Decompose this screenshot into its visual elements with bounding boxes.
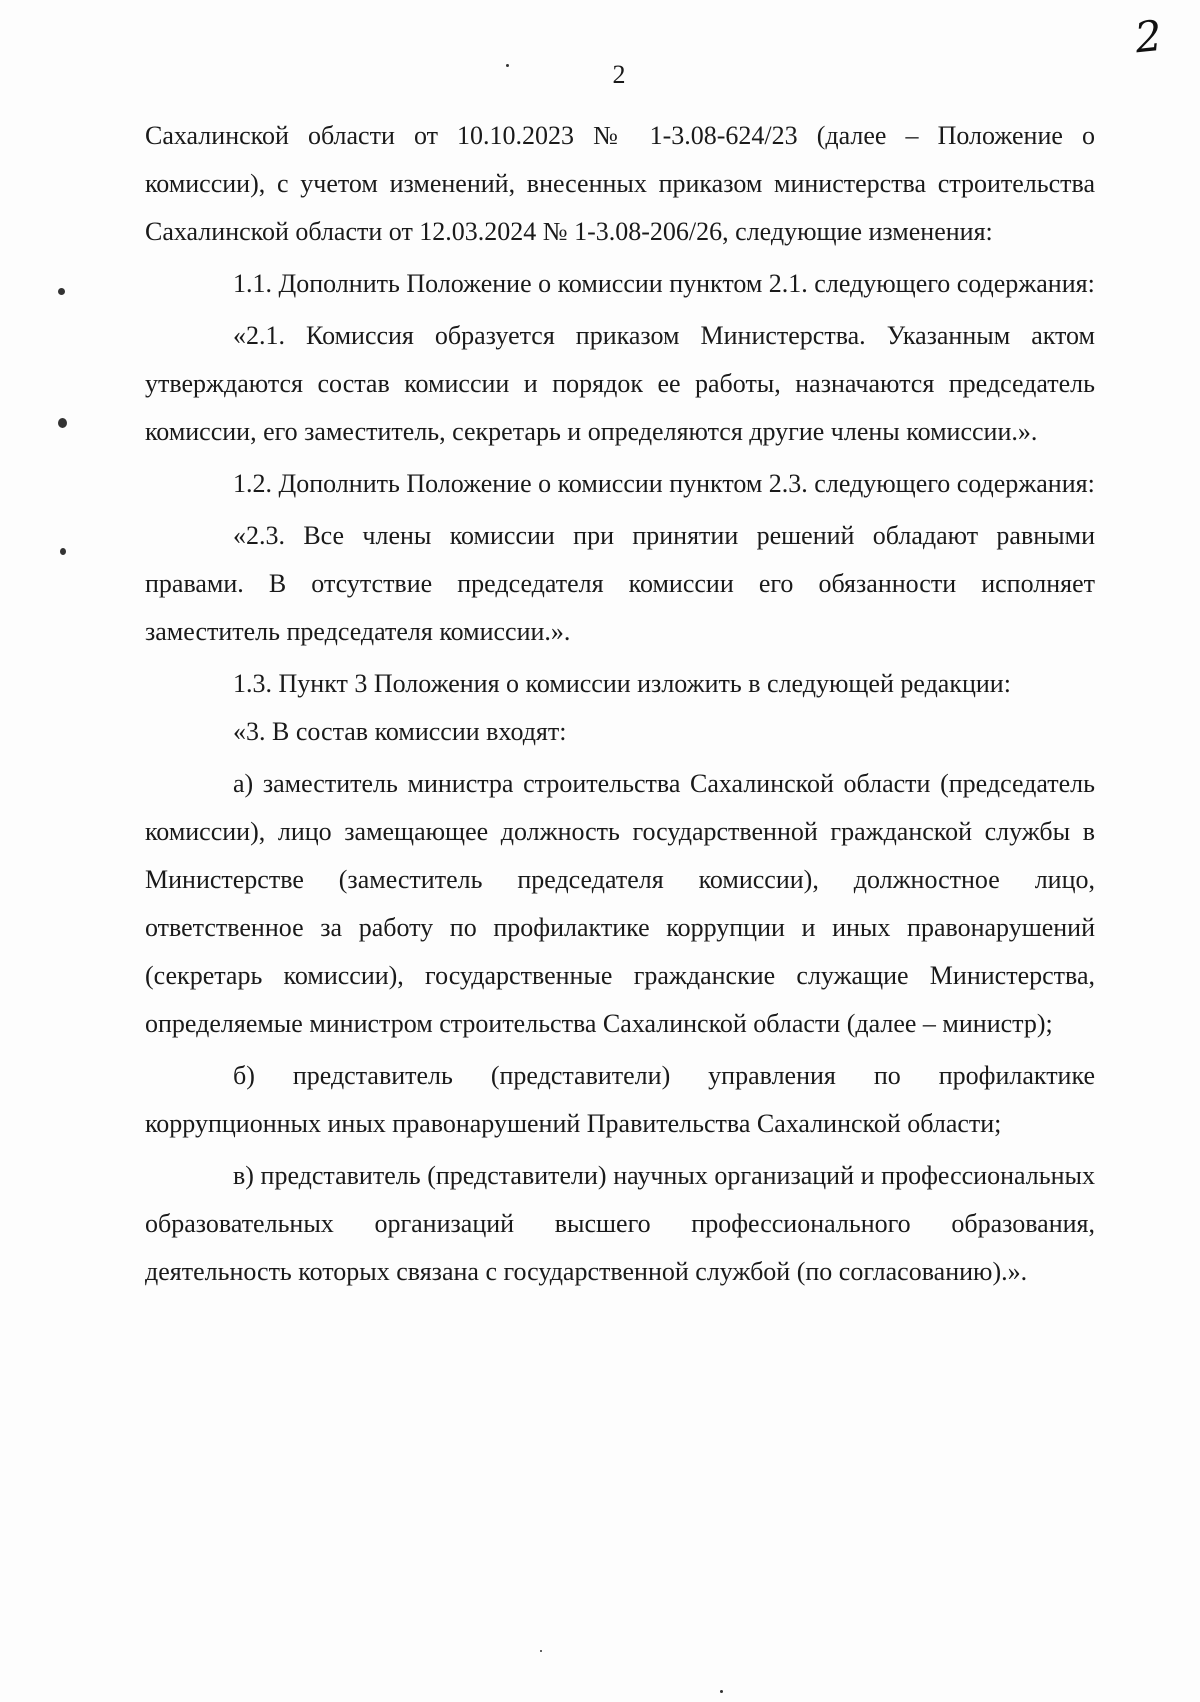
scan-speck — [58, 418, 67, 428]
scan-speck — [506, 64, 509, 67]
paragraph-1-1: 1.1. Дополнить Положение о комиссии пунктом 2.1. следующего содержания: — [233, 269, 1095, 298]
paragraph-intro: Сахалинской области от 10.10.2023 № 1-3.08-624/23 (далее – Положение о комиссии), с учетом изменений, внесенных приказом министерства строительства Сахалинской области от 12.03.2024 № 1-3.08-206/26, следующие изменения: — [145, 121, 1095, 246]
handwritten-page-mark: 2 — [1132, 10, 1165, 63]
document-body — [145, 112, 1095, 1296]
paragraph-quote-3: «3. В состав комиссии входят: — [233, 717, 567, 746]
paragraph-item-a: а) заместитель министра строительства Сахалинской области (председатель комиссии), лицо замещающее должность государственной гражданской службы в Министерстве (заместитель председателя комиссии), должностное лицо, ответственное за работу по профилактике коррупции и иных правонарушений (секретарь комиссии), государственные гражданские служащие Министерства, определяемые министром строительства Сахалинской области (далее – министр); — [145, 769, 1095, 1038]
paragraph-item-b: б) представитель (представители) управления по профилактике коррупционных иных правонарушений Правительства Сахалинской области; — [145, 1061, 1095, 1138]
paragraph-1-3: 1.3. Пункт 3 Положения о комиссии изложить в следующей редакции: — [233, 669, 1011, 698]
paragraph-quote-2-3: «2.3. Все члены комиссии при принятии решений обладают равными правами. В отсутствие председателя комиссии его обязанности исполняет заместитель председателя комиссии.». — [145, 521, 1095, 646]
scan-speck — [58, 288, 65, 295]
paragraph-item-v: в) представитель (представители) научных организаций и профессиональных образовательных организаций высшего профессионального образования, деятельность которых связана с государственной службой (по согласованию).». — [145, 1161, 1095, 1286]
scan-speck — [60, 548, 66, 555]
scan-speck — [540, 1650, 542, 1652]
paragraph-quote-2-1: «2.1. Комиссия образуется приказом Министерства. Указанным актом утверждаются состав комиссии и порядок ее работы, назначаются председатель комиссии, его заместитель, секретарь и определяются другие члены комиссии.». — [145, 321, 1095, 446]
page-number: 2 — [612, 60, 626, 89]
paragraph-1-2: 1.2. Дополнить Положение о комиссии пунктом 2.3. следующего содержания: — [233, 469, 1095, 498]
scan-speck — [720, 1690, 723, 1693]
